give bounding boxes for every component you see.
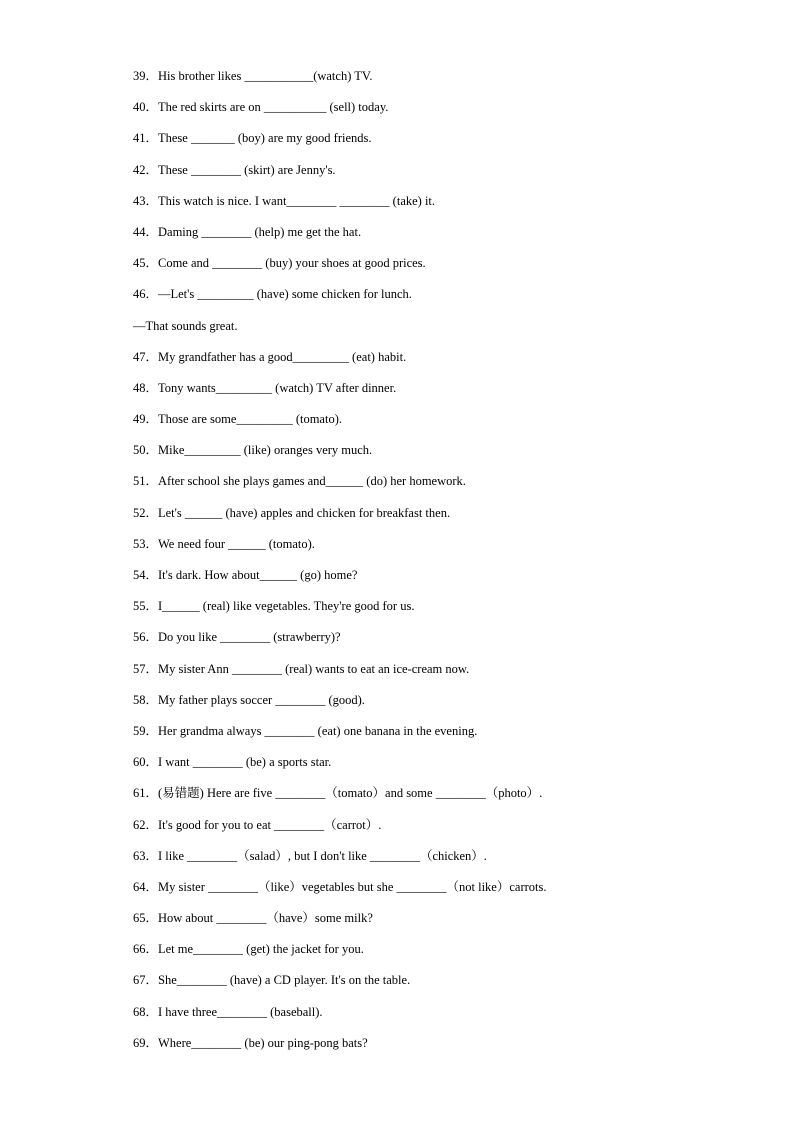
question-61: 61．(易错题) Here are five ________（tomato）and some ________（photo）.	[133, 786, 543, 801]
question-59: 59．Her grandma always ________ (eat) one banana in the evening.	[133, 723, 478, 738]
question-48: 48．Tony wants_________ (watch) TV after dinner.	[133, 380, 397, 395]
question-62: 62．It's good for you to eat ________（carrot）.	[133, 817, 382, 832]
question-63: 63．I like ________（salad）, but I don't like ________（chicken）.	[133, 848, 487, 863]
question-50: 50．Mike_________ (like) oranges very much.	[133, 443, 373, 458]
question-49: 49．Those are some_________ (tomato).	[133, 412, 342, 427]
question-64: 64．My sister ________（like）vegetables but she ________（not like）carrots.	[133, 879, 547, 894]
question-45: 45．Come and ________ (buy) your shoes at good prices.	[133, 256, 426, 271]
question-40: 40．The red skirts are on __________ (sell) today.	[133, 100, 389, 115]
question-52: 52．Let's ______ (have) apples and chicken for breakfast then.	[133, 505, 451, 520]
question-60: 60．I want ________ (be) a sports star.	[133, 755, 332, 770]
question-44: 44．Daming ________ (help) me get the hat.	[133, 224, 362, 239]
question-41: 41．These _______ (boy) are my good friends.	[133, 131, 372, 146]
question-46-reply: —That sounds great.	[133, 318, 238, 333]
question-68: 68．I have three________ (baseball).	[133, 1004, 323, 1019]
question-54: 54．It's dark. How about______ (go) home?	[133, 568, 358, 582]
question-list	[133, 66, 733, 1064]
question-56: 56．Do you like ________ (strawberry)?	[133, 630, 341, 645]
question-55: 55．I______ (real) like vegetables. They're good for us.	[133, 599, 415, 614]
question-65: 65．How about ________（have）some milk?	[133, 911, 373, 926]
question-67: 67．She________ (have) a CD player. It's on the table.	[133, 973, 411, 988]
question-51: 51．After school she plays games and______ (do) her homework.	[133, 474, 466, 489]
question-39: 39．His brother likes ___________(watch) TV.	[133, 69, 373, 83]
question-46: 46．—Let's _________ (have) some chicken for lunch.	[133, 287, 412, 302]
question-57: 57．My sister Ann ________ (real) wants to eat an ice-cream now.	[133, 661, 470, 676]
question-66: 66．Let me________ (get) the jacket for you.	[133, 942, 364, 957]
question-42: 42．These ________ (skirt) are Jenny's.	[133, 162, 336, 177]
question-58: 58．My father plays soccer ________ (good).	[133, 692, 365, 707]
question-69: 69．Where________ (be) our ping-pong bats?	[133, 1035, 368, 1050]
question-47: 47．My grandfather has a good_________ (eat) habit.	[133, 349, 407, 364]
question-43: 43．This watch is nice. I want________ ________ (take) it.	[133, 193, 436, 208]
question-53: 53．We need four ______ (tomato).	[133, 536, 315, 551]
